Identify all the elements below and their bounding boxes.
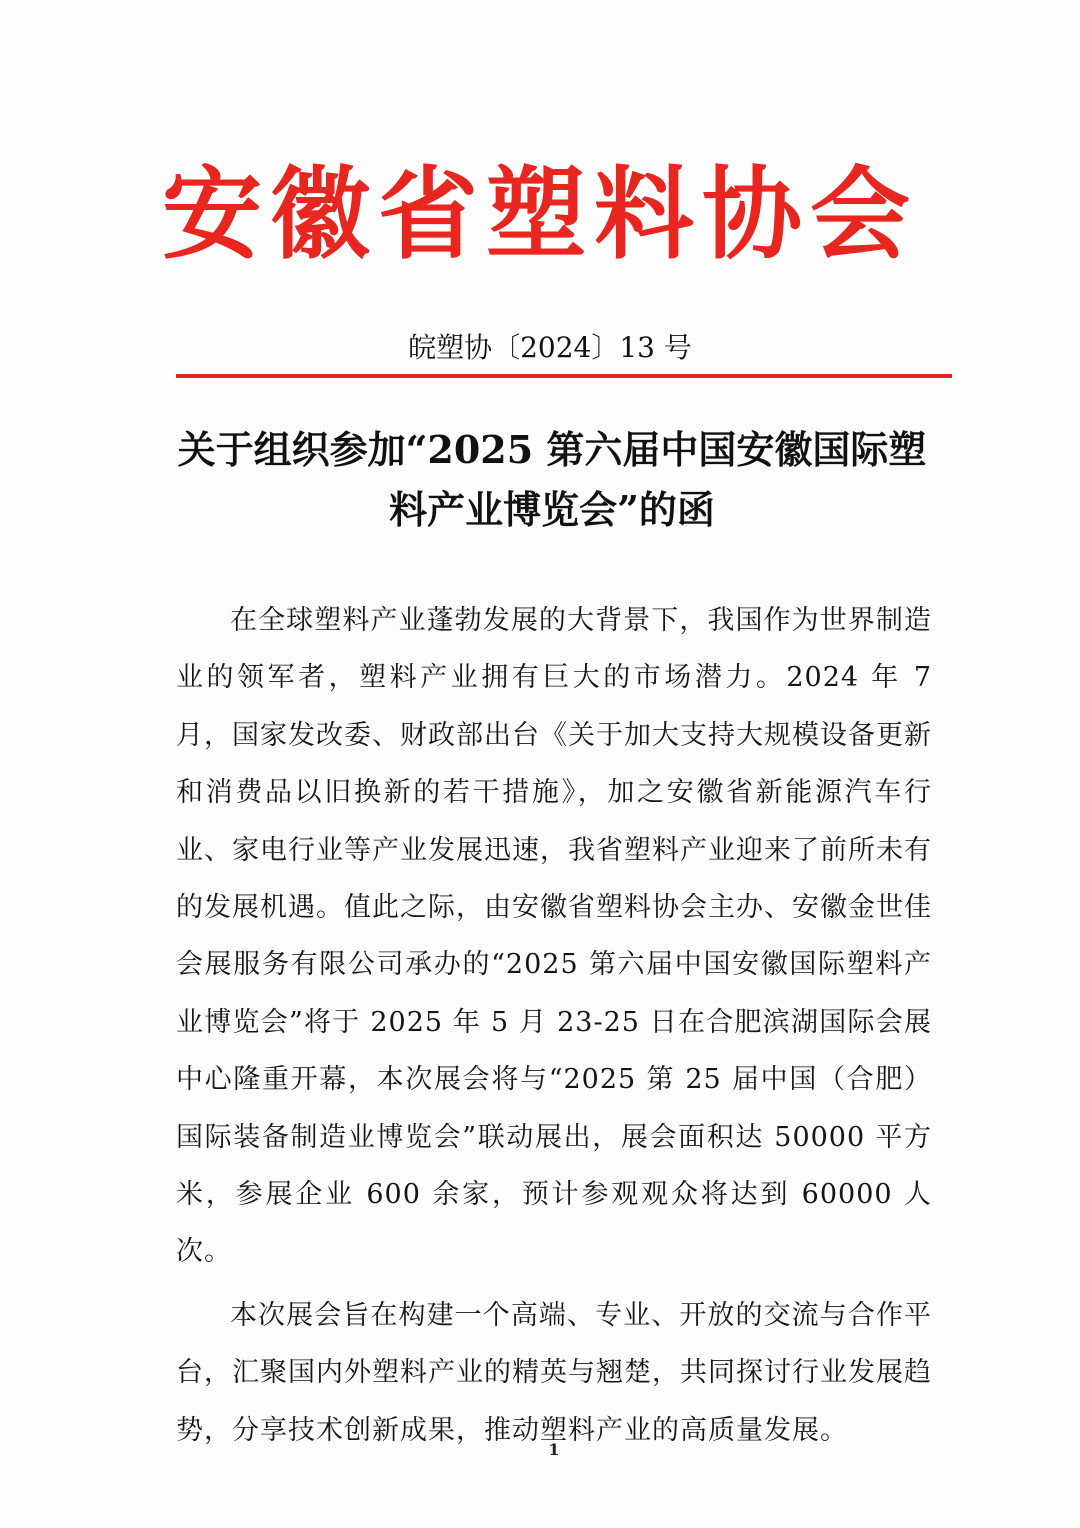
organization-header: 安徽省塑料协会 (162, 156, 918, 273)
document-number: 皖塑协〔2024〕13 号 (408, 331, 692, 364)
document-title-line-1: 关于组织参加“2025 第六届中国安徽国际塑 (177, 427, 927, 472)
document-title-line-2: 料产业博览会”的函 (389, 487, 715, 532)
body-paragraph-1: 在全球塑料产业蓬勃发展的大背景下，我国作为世界制造业的领军者，塑料产业拥有巨大的市场潜力。2024 年 7 月，国家发改委、财政部出台《关于加大支持大规模设备更新和消费品以旧换新的若干措施》，加之安徽省新能源汽车行业、家电行业等产业发展迅速，我省塑料产业迎来了前所未有的发展机遇。值此之际，由安徽省塑料协会主办、安徽金世佳会展服务有限公司承办的“2025 第六届中国安徽国际塑料产业博览会”将于 2025 年 5 月 23-25 日在合肥滨湖国际会展中心隆重开幕，本次展会将与“2025 第 25 届中国（合肥）国际装备制造业博览会”联动展出，展会面积达 50000 平方米，参展企业 600 余家，预计参观观众将达到 60000 人次。 (176, 605, 932, 1268)
document-body (176, 592, 932, 1459)
red-divider-rule (176, 374, 952, 378)
document-title (176, 420, 928, 540)
page-number: 1 (548, 1440, 560, 1459)
body-paragraph-2: 本次展会旨在构建一个高端、专业、开放的交流与合作平台，汇聚国内外塑料产业的精英与翘楚，共同探讨行业发展趋势，分享技术创新成果，推动塑料产业的高质量发展。 (176, 1299, 932, 1446)
